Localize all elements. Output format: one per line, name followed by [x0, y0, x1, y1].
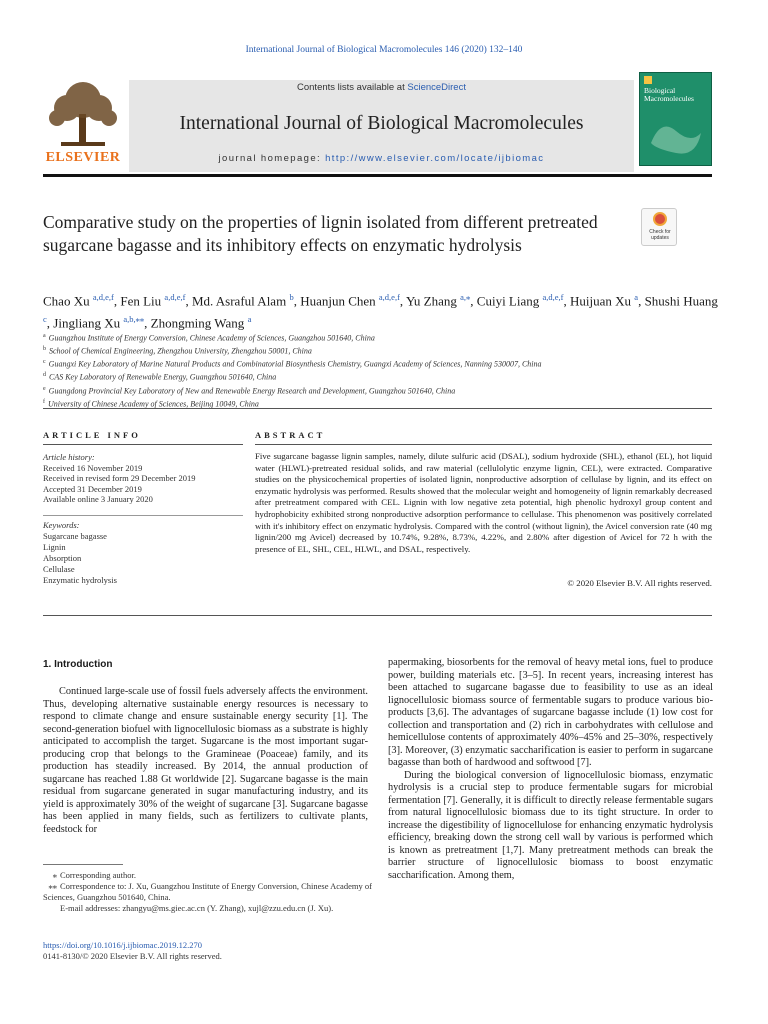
keyword-item: Absorption	[43, 553, 82, 563]
author-affiliation-mark[interactable]: a	[634, 292, 639, 302]
keyword-items	[43, 531, 243, 586]
body-divider	[43, 615, 712, 616]
footnote-mark: ⁎⁎	[48, 881, 57, 891]
homepage-line	[129, 153, 634, 164]
journal-banner	[129, 80, 634, 172]
author-affiliation-mark[interactable]: a,d,e,f	[378, 292, 400, 302]
contents-prefix: Contents lists available at	[297, 82, 408, 93]
affiliation-mark: b	[43, 346, 46, 353]
history-items	[43, 463, 243, 505]
keyword-item: Enzymatic hydrolysis	[43, 575, 117, 585]
section-divider	[43, 408, 712, 409]
footnote-item	[43, 881, 373, 903]
homepage-link[interactable]: http://www.elsevier.com/locate/ijbiomac	[325, 153, 545, 164]
section-heading: 1. Introduction	[43, 659, 113, 670]
author-name[interactable]: Fen Liu	[120, 293, 162, 309]
history-header: Article history:	[43, 452, 95, 462]
author-separator: ,	[46, 315, 54, 331]
affiliation-text: Guangdong Provincial Key Laboratory of New and Renewable Energy Research and Development, Guangzhou 501640, China	[48, 386, 456, 396]
author-name[interactable]: Huanjun Chen	[300, 293, 376, 309]
history-item: Received 16 November 2019	[43, 462, 143, 473]
author-name[interactable]: Shushi Huang	[644, 293, 718, 309]
history-item: Available online 3 January 2020	[43, 494, 153, 504]
author-name[interactable]: Chao Xu	[43, 293, 90, 309]
cover-art-icon	[646, 113, 706, 161]
history-item: Accepted 31 December 2019	[43, 483, 142, 494]
affiliation-text: Guangxi Key Laboratory of Marine Natural Products and Combinatorial Biosynthesis Chemistry, Guangxi Academy of Sciences, Nanning 530007, China	[48, 359, 542, 369]
abstract-body: Five sugarcane bagasse lignin samples, namely, dilute sulfuric acid (DSAL), sodium hydroxide (SHL), ethanol (EL), hot liquid water (HLWL)-pretreated residual solids, and raw material (cellulolytic enzyme lignin, CEL), were extracted. Comparative studies on the physicochemical properties of isolated lignin, nonproductive adsorption of cellulase by lignin, and its effect on enzymatic hydrolysis was performed. Results showed that the molecular weight and homogeneity of lignin remarkably decreased after pretreatment compared with CEL. Lignin with low negative zeta potential, high phenolic hydroxyl group content and hydrophobicity exhibited strong nonproductive adsorption performance to cellulase. This phenomenon was positively correlated with it's inhibitory effect on enzymatic hydrolysis. Compared with the control (without lignin), the Avicel conversion rate (40 mg lignin/200 mg Avicel) decreased by 10.74%, 9.28%, 8.73%, 4.22%, and 2.80% after digestion of Avicel for 72 h with the presence of EL, SHL, CEL, HLWL, and DSAL, respectively.	[255, 451, 712, 554]
keyword-item: Sugarcane bagasse	[43, 531, 107, 541]
affiliation-item	[43, 370, 683, 383]
header-rule	[43, 174, 712, 177]
footnote-item	[43, 870, 373, 881]
affiliation-text: Guangzhou Institute of Energy Conversion, Chinese Academy of Sciences, Guangzhou 501640, China	[48, 333, 375, 343]
footnote-item	[43, 903, 373, 914]
journal-header	[43, 70, 712, 174]
author-separator: ,	[293, 293, 301, 309]
article-info-label: ARTICLE INFO	[43, 430, 141, 440]
author-name[interactable]: Yu Zhang	[405, 293, 457, 309]
journal-cover-thumbnail[interactable]	[639, 72, 712, 166]
contents-line	[129, 82, 634, 93]
keyword-item: Cellulase	[43, 564, 75, 574]
affiliation-mark: f	[43, 398, 45, 405]
author-list	[43, 288, 723, 333]
author-affiliation-mark[interactable]: c	[43, 314, 47, 325]
article-history	[43, 452, 243, 505]
check-updates-label: Check for updates	[649, 229, 671, 241]
doi-link[interactable]: https://doi.org/10.1016/j.ijbiomac.2019.12.270	[43, 940, 202, 950]
keywords-block	[43, 520, 243, 586]
abstract-rule	[255, 444, 712, 445]
author-affiliation-mark[interactable]: a,d,e,f	[542, 292, 564, 302]
affiliation-item	[43, 331, 683, 344]
abstract-label: ABSTRACT	[255, 430, 326, 440]
author-separator: ,	[185, 293, 192, 309]
author-affiliation-mark[interactable]: b	[289, 292, 294, 302]
author-separator: ,	[563, 293, 571, 309]
footnote-text: E-mail addresses: zhangyu@ms.giec.ac.cn (Y. Zhang), xujl@zzu.edu.cn (J. Xu).	[60, 903, 334, 913]
article-title: Comparative study on the properties of lignin isolated from different pretreated sugarcane bagasse and its inhibitory effects on enzymatic hydrolysis	[43, 212, 598, 255]
article-info-rule	[43, 444, 243, 445]
affiliation-item	[43, 344, 683, 357]
affiliation-item	[43, 357, 683, 370]
body-column-right	[388, 657, 713, 882]
author-name[interactable]: Huijuan Xu	[570, 293, 632, 309]
author-separator: ,	[470, 293, 477, 309]
abstract-copyright: © 2020 Elsevier B.V. All rights reserved.	[567, 578, 712, 588]
author-affiliation-mark[interactable]: a,b,⁎⁎	[123, 314, 145, 325]
keyword-item: Lignin	[43, 542, 66, 552]
author-affiliation-mark[interactable]: a,⁎	[460, 292, 471, 302]
page-footer	[43, 940, 373, 962]
affiliation-mark: a	[43, 333, 46, 339]
keywords-rule	[43, 515, 243, 516]
homepage-prefix: journal homepage:	[218, 153, 326, 164]
cover-logo-icon	[644, 76, 652, 84]
affiliation-mark: c	[43, 359, 46, 366]
author-separator: ,	[399, 293, 406, 309]
footnote-text: Corresponding author.	[60, 870, 137, 880]
body-column-left	[43, 686, 368, 836]
body-paragraph: papermaking, biosorbents for the removal of heavy metal ions, fuel to produce power, building materials etc. [3–5]. In recent years, increasing interest has been attached to sugarcane bagasse due to feasibility to use as an ideal lignocellulosic biomass source of fermentable sugars to produce various bio-products [3,6]. The advantages of sugarcane bagasse include (1) low cost for collection and transportation and (2) rich in carbohydrates with cellulose and hemicellulose contents of approximately 40%–45% and 25–30%, respectively [3]. Moreover, (3) enzymatic saccharification is easier to perform in sugarcane bagasse than both of hardwood and softwood [7].	[388, 657, 713, 768]
author-separator: ,	[113, 293, 121, 309]
journal-citation[interactable]: International Journal of Biological Macromolecules 146 (2020) 132–140	[245, 45, 523, 55]
affiliation-mark: e	[43, 385, 46, 392]
body-paragraph: During the biological conversion of lignocellulosic biomass, enzymatic hydrolysis is a crucial step to produce fermentable sugars for microbial fermentation [7]. Generally, it is difficult to directly release fermentable sugars from natural lignocellulosic biomass due to its tight structure. In order to increase the digestibility of lignocellulose for enhancing enzymatic hydrolysis efficiency, breaking down the strong cell wall by various is performed which is known as pretreatment [1,7]. Many pretreatment methods can break the barrier structure of lignocellulosic biomass to boost enzymatic saccharification. Among them,	[388, 769, 713, 881]
affiliation-text: School of Chemical Engineering, Zhengzhou University, Zhengzhou 50001, China	[49, 346, 312, 356]
cover-title: Biological Macromolecules	[644, 86, 694, 103]
author-name[interactable]: Md. Asraful Alam	[191, 293, 287, 309]
author-affiliation-mark[interactable]: a,d,e,f	[164, 292, 186, 302]
footnote-rule	[43, 864, 123, 865]
footnotes	[43, 870, 373, 914]
author-affiliation-mark[interactable]: a	[247, 314, 252, 325]
publisher-wordmark: ELSEVIER	[45, 150, 121, 165]
affiliation-text: University of Chinese Academy of Sciences, Beijing 10049, China	[48, 399, 259, 409]
author-separator: ,	[144, 315, 151, 331]
sciencedirect-link[interactable]: ScienceDirect	[407, 82, 466, 93]
author-separator: ,	[638, 293, 645, 309]
body-paragraph: Continued large-scale use of fossil fuels adversely affects the environment. Thus, developing alternative sustainable energy resources is necessary to respond to climate change and ensure sustainable energy security [1]. The second-generation biofuel with lignocellulosic biomass as a substrate is highly anticipated to accomplish the target. Sugarcane is the most important sugar-producing crop that belongs to the Gramineae (Poaceae) family, and its production has steadily increased. By 2014, the annual production of sugarcane has reached 1.88 Gt worldwide [2]. Sugarcane bagasse is the main residual from sugarcane generated in sugar manufacturing industry, and its yield is approximately 30% of the weight of sugarcane [3]. Sugarcane bagasse has been applied in many fields, such as fertilizers to cultivate plants, feedstock for	[43, 686, 369, 835]
author-name[interactable]: Zhongming Wang	[150, 315, 245, 331]
footnote-text: Correspondence to: J. Xu, Guangzhou Institute of Energy Conversion, Chinese Academy of Sciences, Guangzhou 501640, China.	[43, 881, 372, 902]
check-for-updates-button[interactable]	[641, 208, 677, 246]
issn-line: 0141-8130/© 2020 Elsevier B.V. All rights reserved.	[43, 951, 222, 961]
keywords-header: Keywords:	[43, 520, 80, 530]
author-affiliation-mark[interactable]: a,d,e,f	[92, 292, 114, 302]
check-updates-icon	[653, 212, 667, 226]
author-name[interactable]: Cuiyi Liang	[476, 293, 540, 309]
affiliation-item	[43, 384, 683, 397]
author-name[interactable]: Jingliang Xu	[53, 315, 121, 331]
affiliation-text: CAS Key Laboratory of Renewable Energy, Guangzhou 501640, China	[49, 373, 277, 383]
footnote-mark: ⁎	[52, 870, 57, 880]
affiliation-mark: d	[43, 372, 46, 379]
history-item: Received in revised form 29 December 2019	[43, 473, 196, 483]
affiliation-list	[43, 331, 683, 410]
journal-title: International Journal of Biological Macromolecules	[179, 113, 584, 134]
